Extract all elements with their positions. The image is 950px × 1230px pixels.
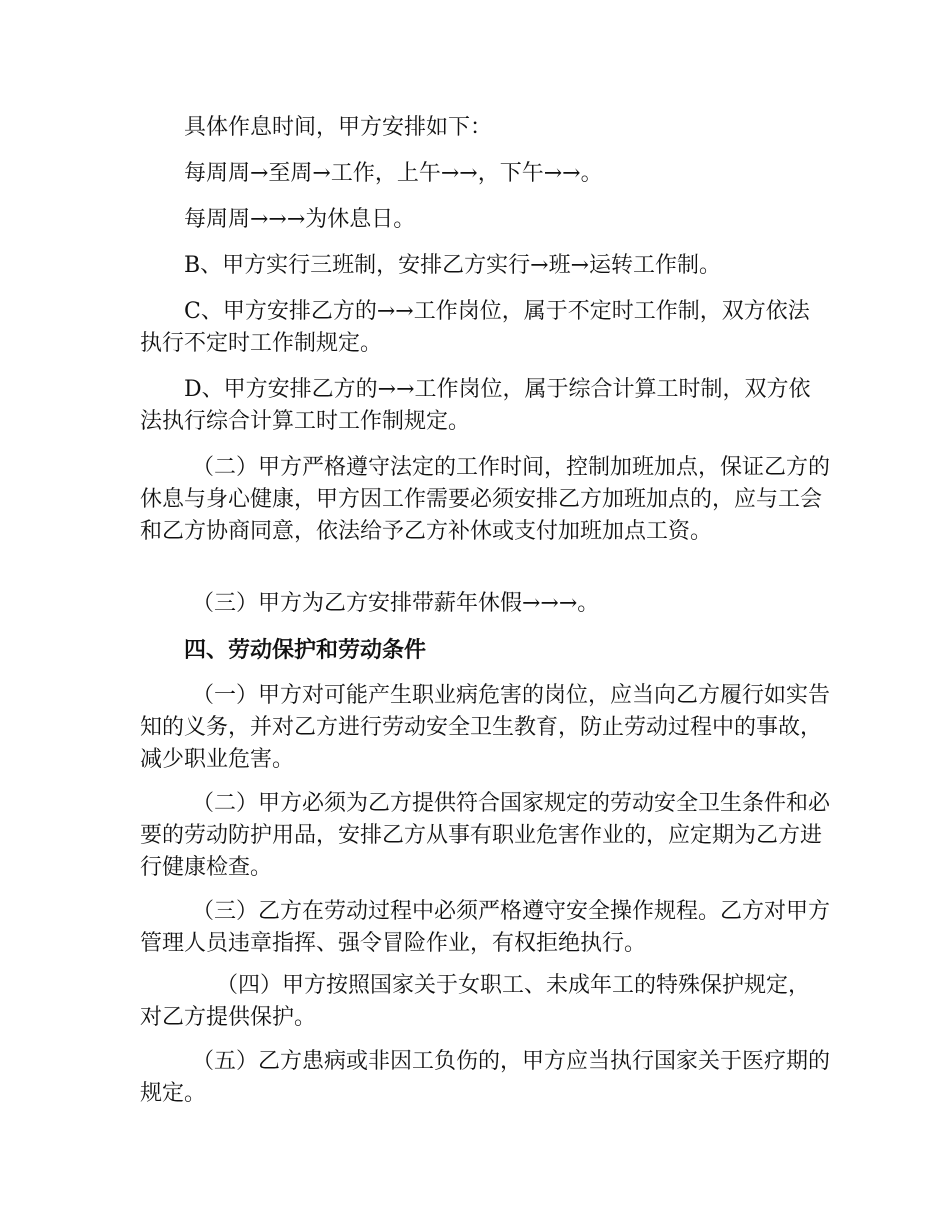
paragraph-schedule-intro: 具体作息时间，甲方安排如下： [184,115,493,140]
section-heading-4: 四、劳动保护和劳动条件 [184,637,427,663]
paragraph-section-4-1: （一）甲方对可能产生职业病危害的岗位，应当向乙方履行如实告知的义务，并对乙方进行劳动安全卫生教育，防止劳动过程中的事故，减少职业危害。 [140,683,831,772]
paragraph-section-4-5: （五）乙方患病或非因工负伤的，甲方应当执行国家关于医疗期的规定。 [140,1049,831,1106]
paragraph-section-3-3: （三）甲方为乙方安排带薪年休假→→→。 [192,591,600,616]
paragraph-section-4-4: （四）甲方按照国家关于女职工、未成年工的特殊保护规定，对乙方提供保护。 [140,973,811,1030]
paragraph-rest-day: 每周周→→→为休息日。 [184,207,416,232]
paragraph-section-3-2: （二）甲方严格遵守法定的工作时间，控制加班加点，保证乙方的休息与身心健康，甲方因工作需要必须安排乙方加班加点的，应与工会和乙方协商同意，依法给予乙方补休或支付加班加点工资。 [140,455,831,544]
paragraph-option-c: C、甲方安排乙方的→→工作岗位，属于不定时工作制，双方依法执行不定时工作制规定。 [140,299,810,356]
paragraph-option-d: D、甲方安排乙方的→→工作岗位，属于综合计算工时制，双方依法执行综合计算工时工作制规定。 [140,377,811,434]
paragraph-option-b: B、甲方实行三班制，安排乙方实行→班→运转工作制。 [184,253,722,278]
paragraph-weekly-hours: 每周周→至周→工作，上午→→，下午→→。 [184,161,603,186]
paragraph-section-4-3: （三）乙方在劳动过程中必须严格遵守安全操作规程。乙方对甲方管理人员违章指挥、强令冒险作业，有权拒绝执行。 [140,899,831,956]
paragraph-section-4-2: （二）甲方必须为乙方提供符合国家规定的劳动安全卫生条件和必要的劳动防护用品，安排乙方从事有职业危害作业的，应定期为乙方进行健康检查。 [140,791,831,880]
